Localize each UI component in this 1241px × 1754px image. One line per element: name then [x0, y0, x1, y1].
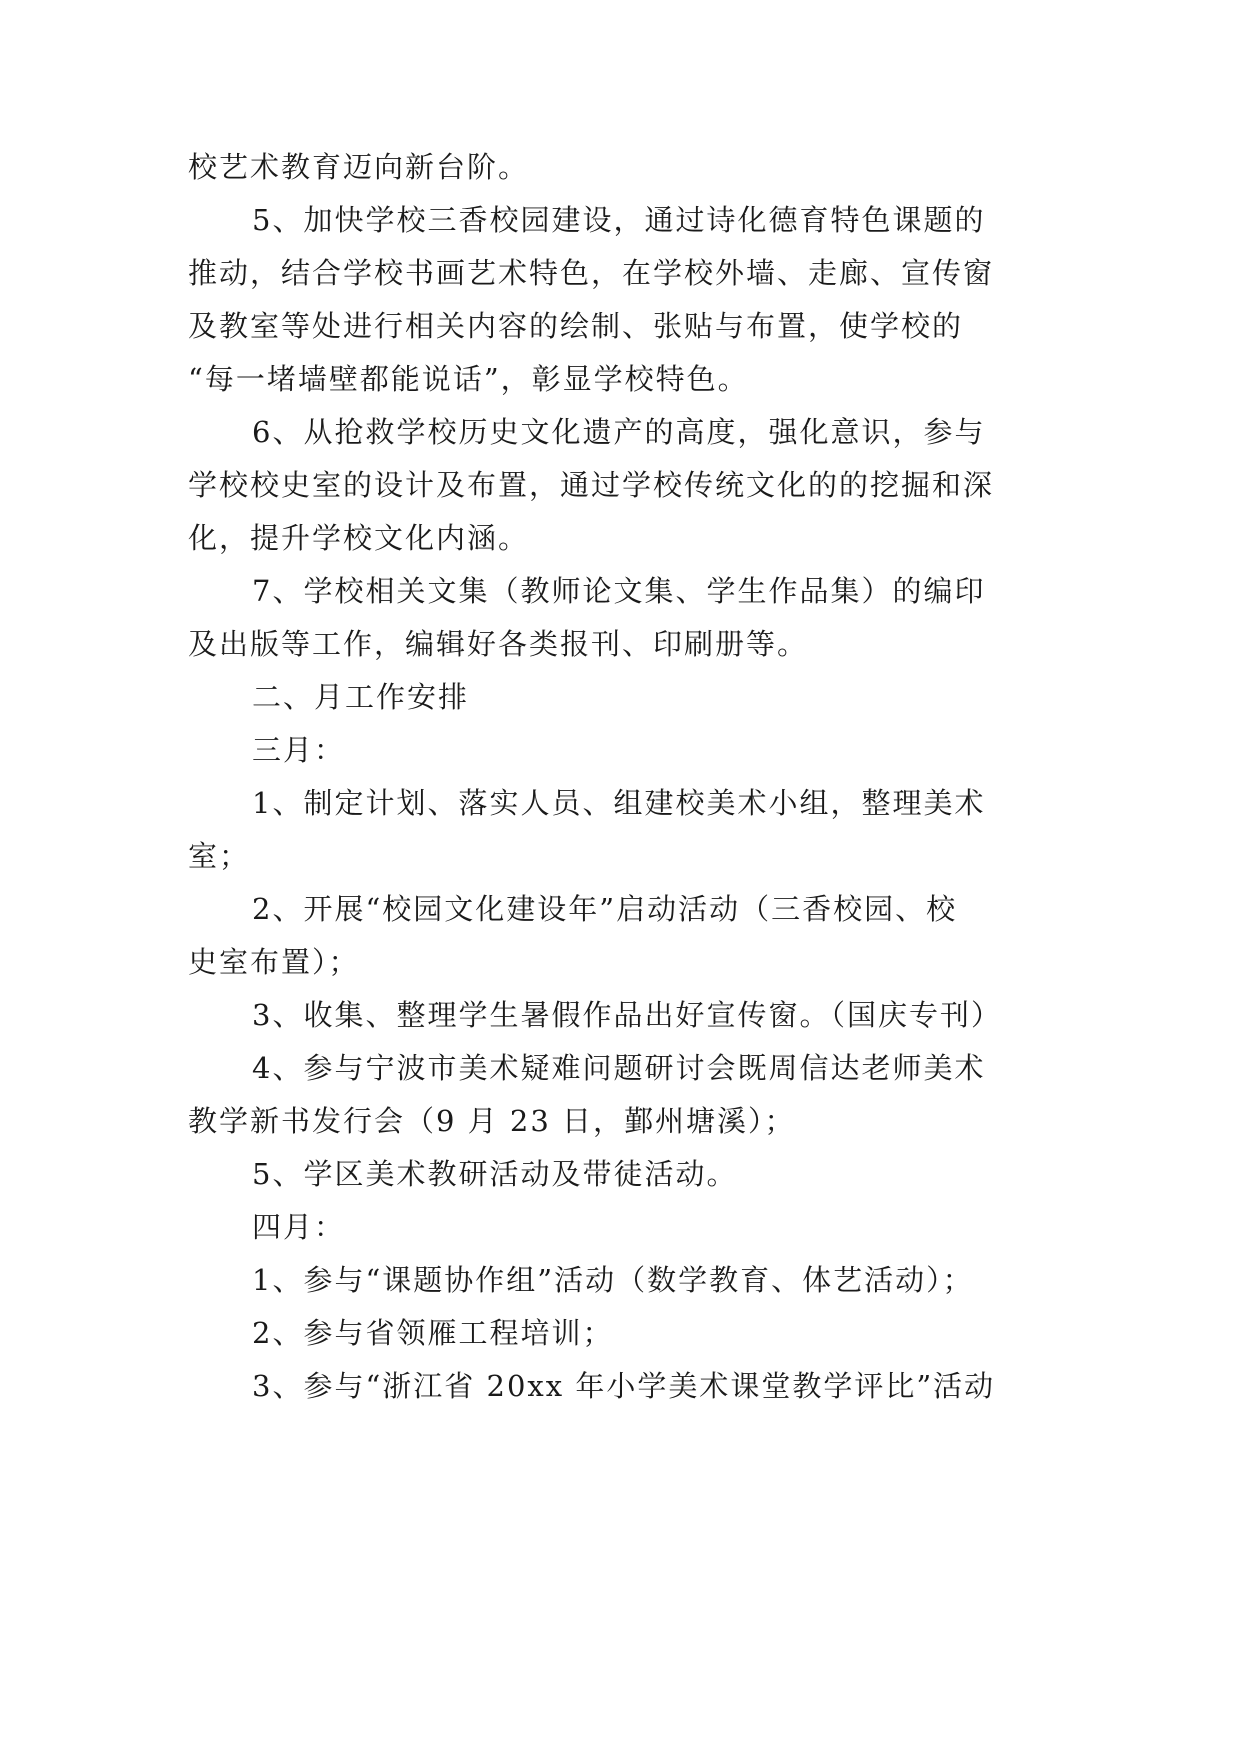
- text-line: 4、参与宁波市美术疑难问题研讨会既周信达老师美术: [252, 1051, 986, 1085]
- text-line: 教学新书发行会（9 月 23 日，鄞州塘溪）；: [188, 1104, 796, 1138]
- text-line: 6、从抢救学校历史文化遗产的高度，强化意识，参与: [252, 415, 986, 449]
- text-line: 校艺术教育迈向新台阶。: [188, 150, 530, 184]
- text-line: 及教室等处进行相关内容的绘制、张贴与布置，使学校的: [188, 309, 964, 343]
- text-line: 5、学区美术教研活动及带徒活动。: [252, 1157, 738, 1191]
- text-line: 2、开展“校园文化建设年”启动活动（三香校园、校: [252, 892, 958, 926]
- text-line: 化，提升学校文化内涵。: [188, 521, 530, 555]
- month-heading: 四月：: [252, 1210, 346, 1244]
- section-heading: 二、月工作安排: [252, 680, 470, 714]
- text-line: 3、收集、整理学生暑假作品出好宣传窗。（国庆专刊）: [252, 998, 1002, 1032]
- text-line: 史室布置）；: [188, 945, 360, 979]
- text-line: 推动，结合学校书画艺术特色，在学校外墙、走廊、宣传窗: [188, 256, 995, 290]
- text-line: 7、学校相关文集（教师论文集、学生作品集）的编印: [252, 574, 986, 608]
- text-line: 2、参与省领雁工程培训；: [252, 1316, 614, 1350]
- text-line: 3、参与“浙江省 20xx 年小学美术课堂教学评比”活动: [252, 1369, 996, 1403]
- text-line: 1、制定计划、落实人员、组建校美术小组，整理美术: [252, 786, 986, 820]
- text-line: 学校校史室的设计及布置，通过学校传统文化的的挖掘和深: [188, 468, 995, 502]
- text-line: 1、参与“课题协作组”活动（数学教育、体艺活动）；: [252, 1263, 974, 1297]
- text-line: “每一堵墙壁都能说话”，彰显学校特色。: [188, 362, 749, 396]
- text-line: 室；: [188, 839, 251, 873]
- text-line: 5、加快学校三香校园建设，通过诗化德育特色课题的: [252, 203, 986, 237]
- text-line: 及出版等工作，编辑好各类报刊、印刷册等。: [188, 627, 809, 661]
- month-heading: 三月：: [252, 733, 346, 767]
